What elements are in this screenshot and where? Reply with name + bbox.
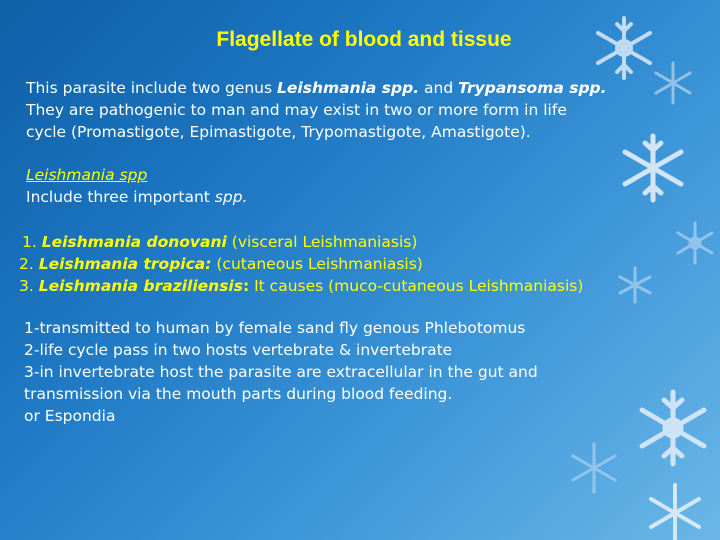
species-name: Leishmania braziliensis: [38, 277, 243, 295]
genus-trypanosoma: Trypansoma spp.: [458, 79, 607, 97]
snowflake-icon: [640, 482, 710, 540]
species-item-2: [19, 253, 423, 275]
species-desc: (cutaneous Leishmaniasis): [211, 255, 423, 273]
intro-text: and: [419, 79, 459, 97]
species-name: Leishmania tropica:: [38, 255, 212, 273]
snowflake-icon: [630, 385, 716, 471]
intro-line-3: cycle (Promastigote, Epimastigote, Trypomastigote, Amastigote).: [26, 123, 531, 141]
snowflake-icon: [615, 130, 691, 206]
section-subtitle: [26, 186, 247, 208]
note-line-4: transmission via the mouth parts during blood feeding.: [24, 385, 453, 403]
intro-line-2: They are pathogenic to man and may exist in two or more form in life: [26, 101, 567, 119]
snowflake-icon: [615, 265, 655, 305]
species-number: 2.: [19, 255, 39, 273]
subtitle-text: Include three important: [26, 188, 215, 206]
intro-text: This parasite include two genus: [26, 79, 278, 97]
note-line-2: 2-life cycle pass in two hosts vertebrate & invertebrate: [24, 341, 453, 359]
species-number: 1.: [22, 233, 42, 251]
note-line-5: or Espondia: [24, 407, 116, 425]
snowflake-icon: [566, 440, 622, 496]
genus-leishmania: Leishmania spp.: [277, 79, 420, 97]
subtitle-spp: spp.: [214, 188, 248, 206]
species-name: Leishmania donovani: [41, 233, 227, 251]
species-desc: It causes (muco-cutaneous Leishmaniasis): [249, 277, 584, 295]
species-item-3: [19, 275, 583, 297]
note-line-1: 1-transmitted to human by female sand fly genous Phlebotomus: [24, 319, 526, 337]
species-colon: :: [242, 277, 250, 295]
section-heading: Leishmania spp: [26, 166, 148, 184]
note-line-3: 3-in invertebrate host the parasite are extracellular in the gut and: [24, 363, 538, 381]
species-desc: (visceral Leishmaniasis): [226, 233, 418, 251]
species-number: 3.: [19, 277, 39, 295]
snowflake-icon: [672, 220, 718, 266]
intro-line-1: [26, 77, 607, 99]
species-item-1: [22, 231, 417, 253]
page-title: Flagellate of blood and tissue: [216, 28, 512, 51]
snowflake-icon: [650, 60, 696, 106]
